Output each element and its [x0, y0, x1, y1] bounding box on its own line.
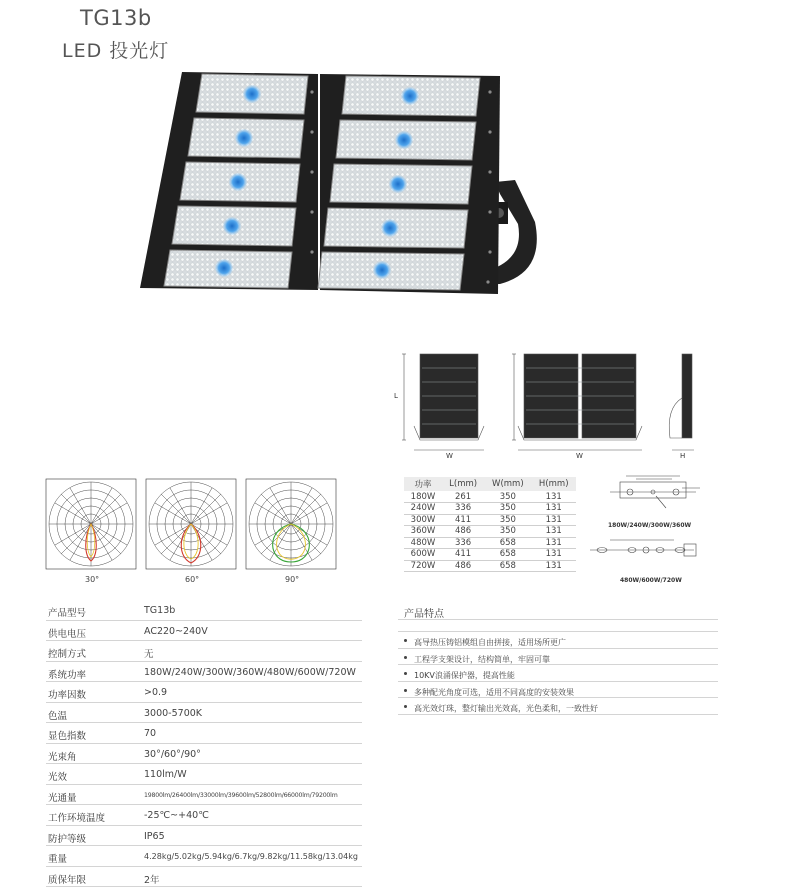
- product-name: LED 投光灯: [62, 36, 169, 63]
- dim-label-w2: W: [576, 452, 583, 460]
- col-power: 功率: [404, 477, 442, 491]
- spec-value: 2年: [144, 872, 160, 886]
- spec-key: 系统功率: [48, 667, 86, 681]
- spec-value: TG13b: [144, 605, 175, 616]
- list-item: [398, 632, 718, 649]
- polar-label-60: 60°: [185, 575, 199, 584]
- cell: 131: [531, 549, 576, 561]
- cell: 360W: [404, 526, 442, 538]
- spec-row-flux: [46, 785, 362, 806]
- spec-row-cct: [46, 703, 362, 724]
- spec-key: 供电电压: [48, 626, 86, 640]
- spec-value: AC220~240V: [144, 626, 208, 637]
- spec-key: 控制方式: [48, 646, 86, 660]
- feature-text: 10KV浪涌保护器，提高性能: [414, 671, 515, 680]
- spec-value: IP65: [144, 831, 165, 842]
- spec-value: >0.9: [144, 687, 167, 698]
- spec-value: 110lm/W: [144, 769, 187, 780]
- mounting-diagram-small: [596, 470, 712, 530]
- table-row: [404, 491, 576, 503]
- spec-row-efficacy: [46, 764, 362, 785]
- cell: 486: [442, 560, 484, 572]
- bullet-icon: [404, 639, 407, 642]
- spec-row-ip: [46, 826, 362, 847]
- bullet-icon: [404, 705, 407, 708]
- polar-chart-60: [146, 479, 236, 569]
- spec-row-beam: [46, 744, 362, 765]
- spec-row-warranty: [46, 867, 362, 887]
- feature-text: 高导热压铸铝模组自由拼接，适用场所更广: [414, 638, 566, 647]
- polar-label-90: 90°: [285, 575, 299, 584]
- cell: 180W: [404, 491, 442, 503]
- cell: 350: [484, 514, 531, 526]
- mounting-diagram-large: [584, 534, 710, 586]
- spec-key: 光效: [48, 769, 67, 783]
- spec-table: [46, 600, 362, 887]
- spec-row-pf: [46, 682, 362, 703]
- spec-value: 无: [144, 646, 154, 660]
- mount-caption-2: 480W/600W/720W: [620, 577, 682, 584]
- cell: 261: [442, 491, 484, 503]
- table-row: [404, 503, 576, 515]
- cell: 350: [484, 503, 531, 515]
- dim-label-l: L: [394, 392, 398, 400]
- cell: 336: [442, 537, 484, 549]
- cell: 411: [442, 549, 484, 561]
- spec-value: 4.28kg/5.02kg/5.94kg/6.7kg/9.82kg/11.58kg/13.04kg: [144, 852, 358, 861]
- cell: 240W: [404, 503, 442, 515]
- cell: 131: [531, 537, 576, 549]
- spec-value: 70: [144, 728, 156, 739]
- product-image: [140, 62, 560, 322]
- table-row: [404, 560, 576, 572]
- table-row: [404, 526, 576, 538]
- feature-text: 工程学支架设计，结构简单，牢固可靠: [414, 655, 550, 664]
- features-section: [398, 600, 718, 715]
- cell: 720W: [404, 560, 442, 572]
- spec-value: 3000-5700K: [144, 708, 202, 719]
- dimension-table: [404, 477, 576, 572]
- bullet-icon: [404, 689, 407, 692]
- feature-text: 多种配光角度可选，适用不同高度的安装效果: [414, 688, 574, 697]
- polar-label-30: 30°: [85, 575, 99, 584]
- col-h: H(mm): [531, 477, 576, 491]
- cell: 480W: [404, 537, 442, 549]
- cell: 300W: [404, 514, 442, 526]
- cell: 336: [442, 503, 484, 515]
- list-item: [398, 665, 718, 682]
- bullet-icon: [404, 672, 407, 675]
- dim-label-h: H: [680, 452, 685, 460]
- spec-value: -25℃~+40℃: [144, 810, 209, 821]
- cell: 486: [442, 526, 484, 538]
- list-item: [398, 698, 718, 715]
- spec-key: 光通量: [48, 790, 77, 804]
- features-title: 产品特点: [398, 600, 718, 620]
- spec-key: 显色指数: [48, 728, 86, 742]
- dim-label-w1: W: [446, 452, 453, 460]
- cell: 131: [531, 560, 576, 572]
- spec-key: 重量: [48, 851, 67, 865]
- cell: 658: [484, 537, 531, 549]
- dimension-table-header: [404, 477, 576, 491]
- col-w: W(mm): [484, 477, 531, 491]
- spec-key: 光束角: [48, 749, 77, 763]
- table-row: [404, 549, 576, 561]
- model-title: TG13b: [80, 6, 152, 30]
- spec-row-power: [46, 662, 362, 683]
- table-row: [404, 514, 576, 526]
- polar-chart-90: [246, 479, 336, 569]
- mount-caption-1: 180W/240W/300W/360W: [608, 522, 692, 529]
- cell: 350: [484, 526, 531, 538]
- spec-row-model: [46, 600, 362, 621]
- spec-value: 30°/60°/90°: [144, 749, 201, 760]
- dimension-drawings: [390, 348, 720, 460]
- spec-key: 质保年限: [48, 872, 86, 886]
- cell: 658: [484, 549, 531, 561]
- list-item: [398, 649, 718, 666]
- features-spacer: [398, 620, 718, 632]
- cell: 350: [484, 491, 531, 503]
- cell: 600W: [404, 549, 442, 561]
- spec-value: 19800lm/26400lm/33000lm/39600lm/52800lm/66000lm/79200lm: [144, 792, 338, 799]
- polar-chart-30: [46, 479, 136, 569]
- spec-key: 功率因数: [48, 687, 86, 701]
- list-item: [398, 682, 718, 699]
- cell: 411: [442, 514, 484, 526]
- spec-row-control: [46, 641, 362, 662]
- cell: 658: [484, 560, 531, 572]
- cell: 131: [531, 514, 576, 526]
- cell: 131: [531, 526, 576, 538]
- spec-value: 180W/240W/300W/360W/480W/600W/720W: [144, 667, 356, 678]
- cell: 131: [531, 491, 576, 503]
- spec-key: 产品型号: [48, 605, 86, 619]
- table-row: [404, 537, 576, 549]
- spec-key: 工作环境温度: [48, 810, 105, 824]
- spec-row-voltage: [46, 621, 362, 642]
- spec-key: 防护等级: [48, 831, 86, 845]
- bullet-icon: [404, 656, 407, 659]
- feature-text: 高光效灯珠，整灯输出光效高，光色柔和，一致性好: [414, 704, 598, 713]
- col-l: L(mm): [442, 477, 484, 491]
- cell: 131: [531, 503, 576, 515]
- spec-row-weight: [46, 846, 362, 867]
- spec-row-cri: [46, 723, 362, 744]
- spec-key: 色温: [48, 708, 67, 722]
- spec-row-temp: [46, 805, 362, 826]
